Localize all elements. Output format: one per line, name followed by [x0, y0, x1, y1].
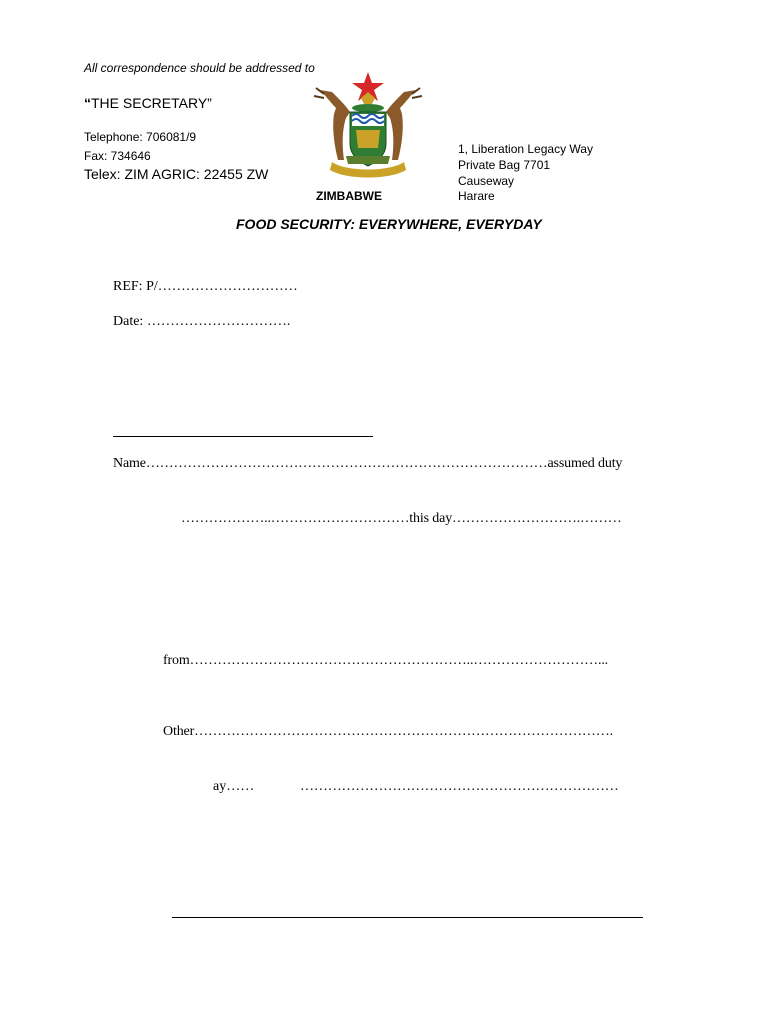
kudu-left-icon	[320, 90, 350, 160]
coat-of-arms-icon	[306, 68, 430, 188]
ay-label: ay……	[213, 779, 255, 794]
correspondence-note: All correspondence should be addressed to	[84, 61, 315, 75]
signature-line-top	[113, 436, 373, 437]
fax: Fax: 734646	[84, 149, 151, 163]
signature-line-bottom	[172, 917, 643, 918]
name-field: Name……………………………………………………………………………assumed duty	[113, 456, 623, 471]
kudu-right-icon	[386, 90, 416, 160]
address-line-2: Private Bag 7701	[458, 158, 551, 172]
other-field: Other……………………………………………………………………………….	[163, 724, 613, 739]
address-line-3: Causeway	[458, 174, 515, 188]
emblem-caption: ZIMBABWE	[316, 189, 382, 203]
addressee-text: THE SECRETARY”	[91, 95, 212, 111]
ref-field: REF: P/…………………………	[113, 279, 298, 294]
addressee-quote-open: “	[84, 95, 91, 111]
telex: Telex: ZIM AGRIC: 22455 ZW	[84, 166, 269, 182]
ay-dots: ……………………………………………………………	[300, 779, 619, 794]
date-field: Date: ………………………….	[113, 314, 291, 329]
motto: FOOD SECURITY: EVERYWHERE, EVERYDAY	[236, 216, 542, 232]
addressee	[84, 95, 212, 111]
telephone: Telephone: 706081/9	[84, 130, 197, 144]
this-day-field: ………………..…………………………this day……………………….………	[181, 511, 622, 526]
address-line-1: 1, Liberation Legacy Way	[458, 142, 593, 156]
address-line-4: Harare	[458, 189, 495, 203]
from-field: from……………………………………………………..………………………...	[163, 653, 609, 668]
